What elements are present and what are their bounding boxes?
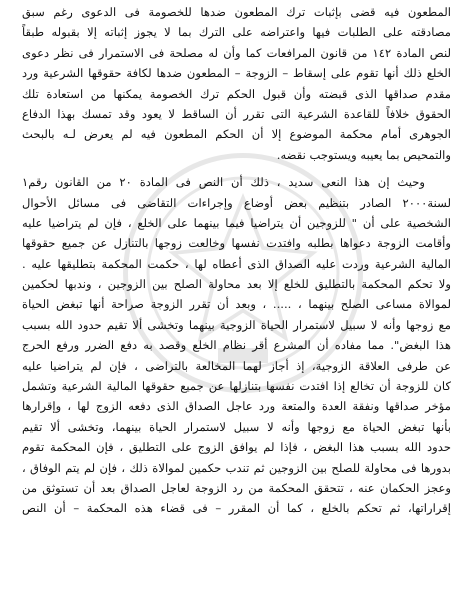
text-line: وعجز الحكمان عنه ، تتحقق المحكمة من رد الزوجة لعاجل الصداق بعد أن تستوثق من <box>22 480 451 495</box>
text-line: وحيث إن هذا النعى سديد ، ذلك أن النص فى المادة ٢٠ من القانون رقم١ <box>22 175 425 190</box>
text-line: ولا تحكم المحكمة بالتطليق للخلع إلا بعد محاولة الصلح بين الزوجين ، وندبها لحكمين <box>22 277 451 292</box>
text-line: المطعون فيه قضى بإثبات ترك المطعون ضدها للخصومة فى الدعوى رغم سبق <box>22 5 451 19</box>
text-line: هذا البغض". مما مفاده أن المشرع أقر نظام الخلع وقصد به دفع الضرر ورفع الحرج <box>22 338 451 353</box>
text-line: عن طرفى العلاقة الزوجية، إذ أجاز لهما المخالعة بالتراضى ، فإن لم يتراضيا عليه <box>22 358 451 373</box>
text-line: والتمحيص بما يعيبه ويستوجب نقضه. <box>276 147 451 162</box>
text-line: بدورها فى محاولة للصلح بين الزوجين ثم تندب حكمين لموالاة ذلك ، فإن لم يتم الوفاق ، <box>22 460 451 475</box>
text-line: المالية الشرعية وردت عليه الصداق الذى أعطاه لها ، حكمت المحكمة بتطليقها عليه . <box>22 256 451 271</box>
text-line: إقراراتها، ثم تحكم بالخلع ، كما أن المقرر – فى قضاء هذه المحكمة – أن النص <box>22 501 451 516</box>
text-line: لموالاة مساعى الصلح بينهما ، ..... ، وبعد أن تقرر الزوجة صراحة أنها تبغض الحياة <box>22 297 451 312</box>
text-line: الشخصية على أن " للزوجين أن يتراضيا فيما بينهما على الخلع ، فإن لم يتراضيا عليه <box>22 215 451 230</box>
text-line: مقدم صداقها الذى قبضته وأن قبول الحكم ترك الخصومة يمكنها من استعادة تلك <box>22 86 451 101</box>
text-line: الجوهرى أمام محكمة الموضوع إلا أن الحكم المطعون فيه لم يعرض لـه بالبحث <box>22 127 451 142</box>
paragraph-1 <box>22 2 451 165</box>
text-line: بأنها تبغض الحياة مع زوجها وأنه لا سبيل لاستمرار الحياة بينهما، وتخشى ألا تقيم <box>22 419 451 434</box>
text-line: مؤخر صداقها ونفقة العدة والمتعة ورد عاجل الصداق الذى دفعه الزوج لها ، وإقرارها <box>22 399 451 414</box>
text-line: مصادقته على الطلبات فيها واعتراضه على الترك بما لا يجوز إثباته إلا بقبوله طبقاً <box>22 25 451 40</box>
text-line: الخلع ذلك أنها تقوم على إسقاط – الزوجة – المطعون ضدها لكافة حقوقها الشرعية ورد <box>22 66 451 81</box>
paragraph-2 <box>22 172 451 519</box>
text-line: لنص المادة ١٤٢ من قانون المرافعات كما وأن له مصلحة فى الاستمرار فى نظر دعوى <box>22 45 451 60</box>
text-line: وأقامت الزوجة دعواها بطلبه وافتدت نفسها وخالعت زوجها بالتنازل عن جميع حقوقها <box>22 236 451 251</box>
text-line: كان للزوجة أن تخالع إذا افتدت نفسها بتنازلها عن جميع حقوقها المالية الشرعية وتشمل <box>22 379 451 394</box>
text-line: الحقوق خلافاً للقاعدة الشرعية التى تقرر أن الساقط لا يعود وقد تمسك بهذا الدفاع <box>22 106 451 121</box>
text-line: لسنة٢٠٠٠ الصادر بتنظيم بعض أوضاع وإجراءات التقاضى فى مسائل الأحوال <box>22 195 451 210</box>
text-line: مع زوجها وأنه لا سبيل لاستمرار الحياة الزوجية بينهما وتخشى ألا تقيم حدود الله بسبب <box>22 317 451 332</box>
text-line: حدود الله بسبب هذا البغض ، فإذا لم يوافق الزوج على التطليق ، فإن المحكمة تقوم <box>22 440 451 455</box>
paragraph-gap <box>22 165 451 172</box>
